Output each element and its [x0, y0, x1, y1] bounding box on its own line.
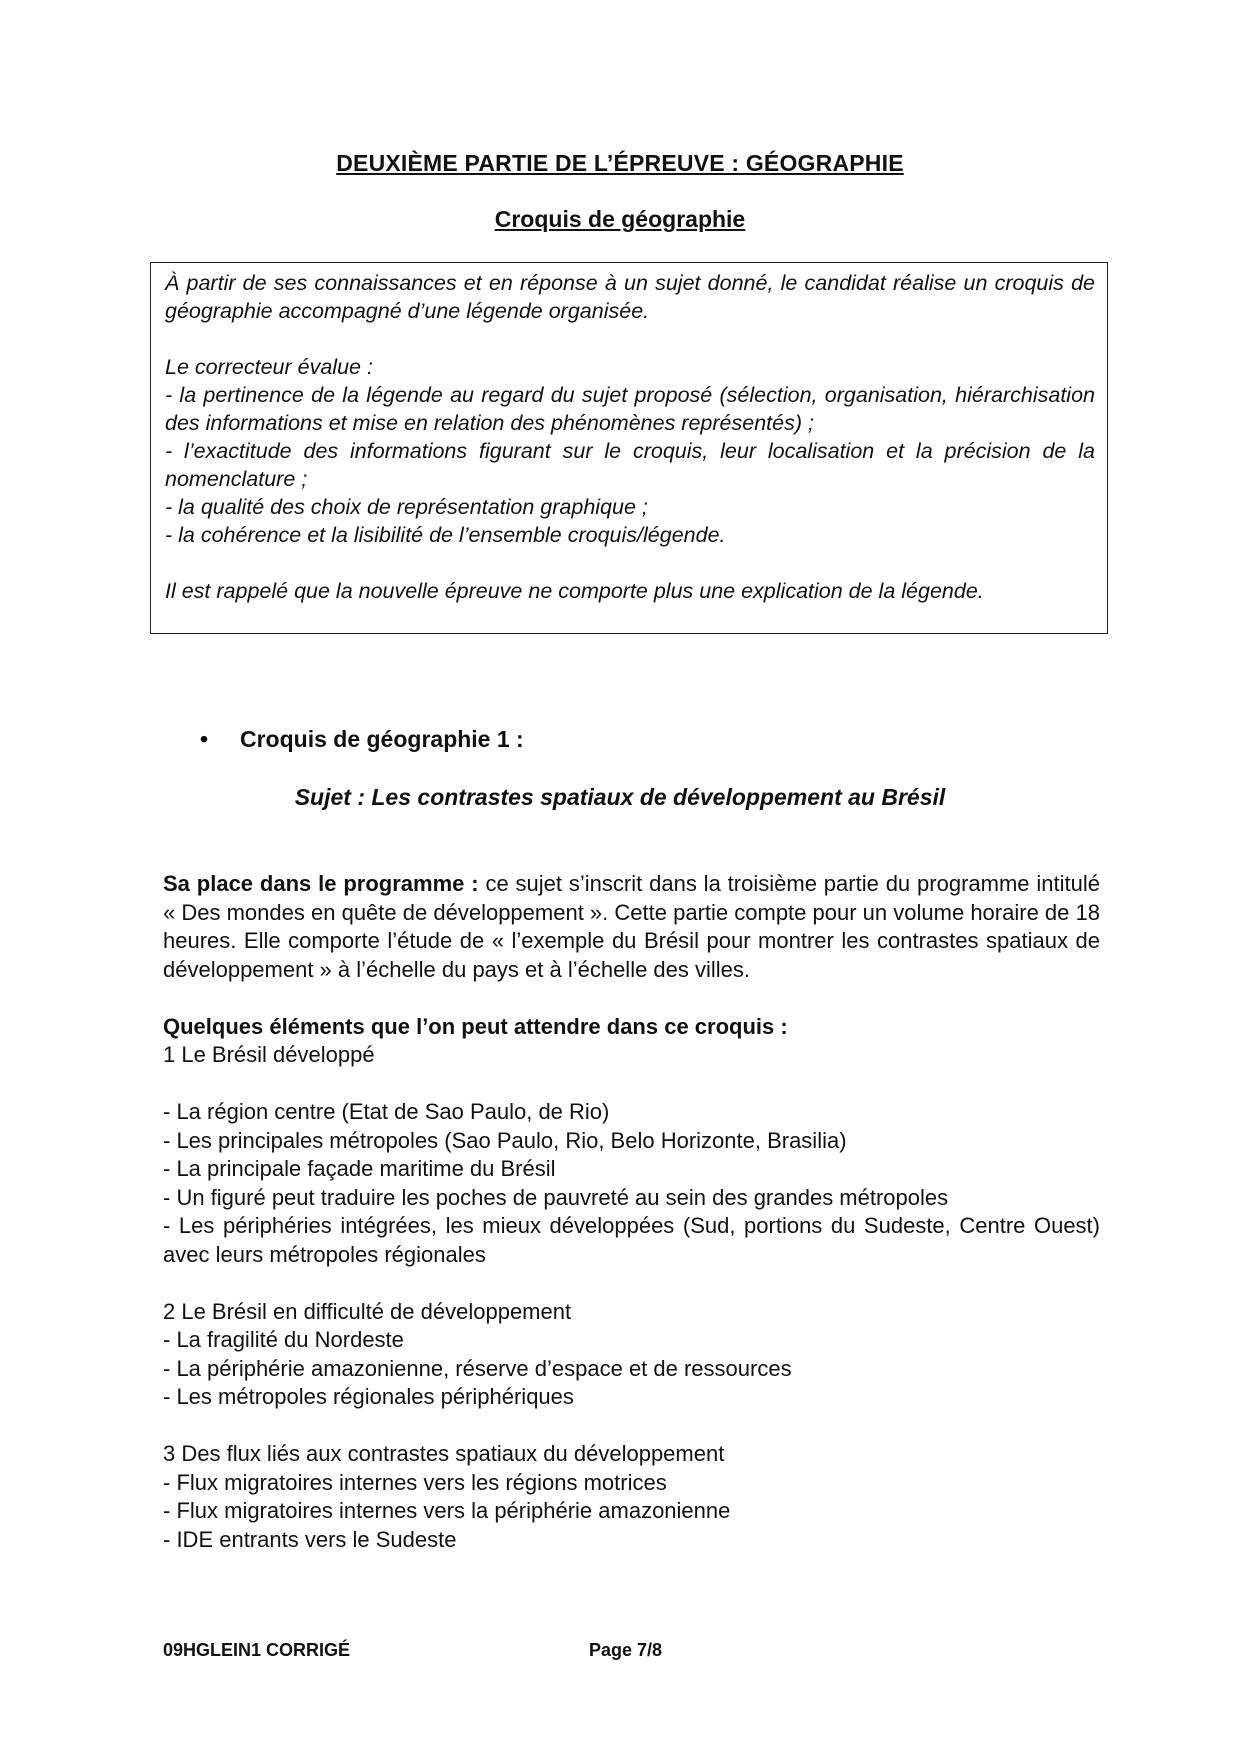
instructions-box: [150, 262, 1108, 634]
sujet-line: Sujet : Les contrastes spatiaux de développement au Brésil: [294, 784, 946, 810]
list-item: - La principale façade maritime du Brésil: [163, 1156, 556, 1181]
section-heading-text: Croquis de géographie 1 :: [240, 726, 524, 752]
criterion-1: - la pertinence de la légende au regard du sujet proposé (sélection, organisation, hiérarchisation des informations et mise en relation des phénomènes représentés) ;: [165, 383, 1095, 435]
list-item: - La fragilité du Nordeste: [163, 1327, 404, 1352]
programme-text: ce sujet s’inscrit dans la troisième partie du programme intitulé « Des mondes en quête de développement ». Cette partie compte pour un volume horaire de 18 heures. Elle comporte l’étude de « l’exemple du Brésil pour montrer les contrastes spatiaux de développement » à l’échelle du pays et à l’échelle des villes.: [163, 871, 1100, 982]
list-item: - Les périphéries intégrées, les mieux développées (Sud, portions du Sudeste, Centre Ouest) avec leurs métropoles régionales: [163, 1213, 1100, 1267]
main-content: [163, 870, 1100, 1554]
footer-code: 09HGLEIN1 CORRIGÉ: [163, 1640, 351, 1660]
list-item: - Les métropoles régionales périphériques: [163, 1384, 574, 1409]
criterion-4: - la cohérence et la lisibilité de l’ensemble croquis/légende.: [165, 523, 726, 547]
part2-title: 2 Le Brésil en difficulté de développement: [163, 1298, 572, 1324]
list-item: - La région centre (Etat de Sao Paulo, de Rio): [163, 1099, 610, 1124]
page-title: DEUXIÈME PARTIE DE L’ÉPREUVE : GÉOGRAPHIE: [336, 150, 904, 176]
part1-title: 1 Le Brésil développé: [163, 1042, 375, 1067]
section-heading: [200, 726, 524, 753]
programme-paragraph: [163, 870, 1100, 984]
list-item: - Les principales métropoles (Sao Paulo, Rio, Belo Horizonte, Brasilia): [163, 1127, 847, 1153]
criterion-2: - l’exactitude des informations figurant sur le croquis, leur localisation et la précision de la nomenclature ;: [165, 439, 1095, 491]
list-item: - IDE entrants vers le Sudeste: [163, 1526, 457, 1552]
part3-title: 3 Des flux liés aux contrastes spatiaux du développement: [163, 1441, 725, 1466]
programme-label: Sa place dans le programme :: [163, 871, 479, 896]
box-evaluates: Le correcteur évalue :: [165, 355, 373, 379]
criterion-3: - la qualité des choix de représentation graphique ;: [165, 495, 648, 519]
bullet-dot: •: [200, 726, 209, 752]
box-reminder: Il est rappelé que la nouvelle épreuve ne comporte plus une explication de la légende.: [165, 579, 984, 603]
list-item: - Un figuré peut traduire les poches de pauvreté au sein des grandes métropoles: [163, 1184, 949, 1210]
list-item: - Flux migratoires internes vers la périphérie amazonienne: [163, 1498, 731, 1523]
list-item: - La périphérie amazonienne, réserve d’espace et de ressources: [163, 1355, 792, 1381]
list-item: - Flux migratoires internes vers les régions motrices: [163, 1469, 667, 1495]
elements-heading: Quelques éléments que l’on peut attendre dans ce croquis :: [163, 1013, 788, 1039]
footer-page-number: Page 7/8: [589, 1640, 663, 1660]
box-intro: À partir de ses connaissances et en réponse à un sujet donné, le candidat réalise un croquis de géographie accompagné d’une légende organisée.: [165, 271, 1095, 323]
page-subtitle: Croquis de géographie: [494, 206, 746, 232]
